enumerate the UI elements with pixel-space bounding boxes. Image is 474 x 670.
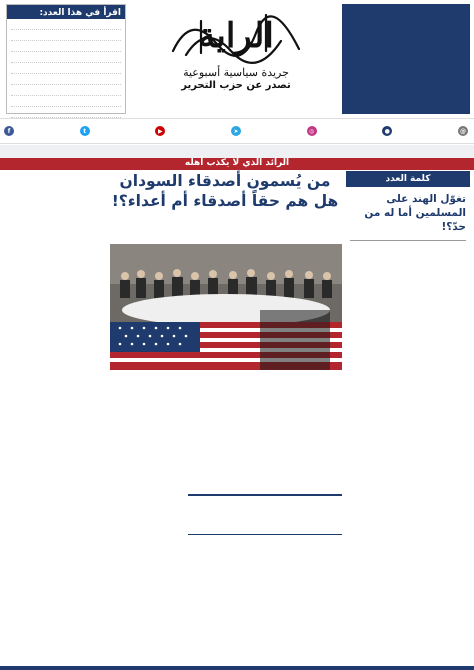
main-byline — [110, 230, 340, 242]
contents-item[interactable] — [11, 87, 121, 96]
article-column — [110, 373, 184, 666]
contents-item[interactable] — [11, 65, 121, 74]
editorial-column — [346, 171, 470, 666]
contents-box — [6, 4, 126, 114]
main-headline[interactable]: من يُسمون أصدقاء السودان هل هم حقاً أصدقاء أم أعداء؟! — [111, 172, 339, 211]
logo-emblem — [161, 3, 311, 65]
editorial-header: كلمة العدد — [346, 171, 470, 187]
contents-item[interactable] — [11, 54, 121, 63]
masthead-logo — [136, 3, 336, 115]
contents-item[interactable] — [11, 32, 121, 41]
masthead-header — [0, 0, 474, 117]
contents-item[interactable] — [11, 76, 121, 85]
social-link[interactable] — [382, 126, 394, 136]
editorial-headline[interactable]: تغوّل الهند على المسلمين أما له من حدّ؟! — [364, 193, 466, 234]
contents-item[interactable] — [11, 43, 121, 52]
contents-item[interactable] — [11, 21, 121, 30]
social-bar — [0, 118, 474, 144]
main-photo — [110, 244, 342, 370]
email-icon: @ — [459, 127, 466, 135]
conference-photo — [110, 244, 342, 370]
twitter-icon: t — [80, 126, 90, 136]
instagram-icon: ◎ — [307, 126, 317, 136]
masthead-name: الراية — [198, 16, 274, 56]
social-link[interactable] — [155, 126, 167, 136]
contents-list — [7, 19, 125, 122]
article-column — [266, 536, 342, 666]
social-link[interactable] — [4, 126, 16, 136]
article-column — [266, 373, 342, 493]
telegram-icon: ➤ — [231, 126, 241, 136]
sub-article-heading — [188, 494, 342, 535]
youtube-icon: ▶ — [155, 126, 165, 136]
masthead-publisher: تصدر عن حزب التحرير — [181, 80, 291, 91]
masthead-tagline: جريدة سياسية أسبوعية — [183, 66, 289, 79]
side-article — [6, 171, 106, 666]
social-link[interactable] — [80, 126, 92, 136]
social-link[interactable] — [231, 126, 243, 136]
footer-rule — [0, 666, 474, 670]
slogan: الرائد الذي لا يكذب أهله — [184, 158, 290, 168]
facebook-icon: f — [4, 126, 14, 136]
social-link[interactable] — [458, 126, 470, 136]
article-column — [188, 536, 262, 666]
social-link[interactable] — [307, 126, 319, 136]
article-column — [188, 373, 262, 493]
contents-item[interactable] — [11, 98, 121, 107]
website-icon: ● — [382, 126, 392, 136]
hadith-box — [342, 4, 470, 114]
contents-title: اقرأ في هذا العدد: — [7, 5, 125, 19]
editorial-byline — [350, 237, 466, 241]
contents-item[interactable] — [11, 109, 121, 118]
